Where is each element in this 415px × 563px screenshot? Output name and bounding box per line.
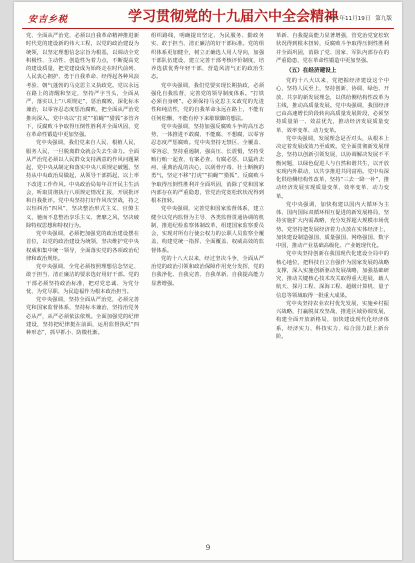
issue-date: 2021年11月19日 (325, 16, 371, 22)
article-paragraph: 党中央强调，加快构建以国内大循环为主体、国内国际双循环相互促进的新发展格局，坚持实施扩大内需战略，充分发挥超大规模市场优势。党坚持把发展经济着力点放在实体经济上，加快建设制造强国、质量强国、网络强国、数字中国，推动产业基础高级化、产业链现代化。 (276, 201, 389, 249)
page-header (22, 6, 394, 29)
column-1 (26, 32, 139, 538)
article-paragraph: 党中央坚持农业农村优先发展，实施乡村振兴战略，打赢脱贫攻坚战，推进区域协调发展，构建全面开放新格局，加快建设现代化经济体系，经济实力、科技实力、综合国力跃上新台阶。 (276, 300, 389, 340)
article-paragraph: 党的十八大以来，党把握经济建设这个中心，坚持人民至上，坚持创新、协调、绿色、开放、共享的新发展理念，以供给侧结构性改革为主线，推动高质量发展。党中央强调，我国经济已由高速增长阶段转向高质量发展阶段，必须坚持质量第一、效益优先，推动经济发展质量变革、效率变革、动力变革。 (276, 78, 389, 134)
article-body (26, 32, 390, 538)
section-subheading: （五）在经济建设上 (286, 68, 337, 74)
issue-column: 第九版 (375, 16, 392, 22)
article-paragraph: 党中央强调，全党必须按照理想信念坚定、敢于担当、清正廉洁的要求选好用好干部。党的干部必须坚持政治标准，把对党忠诚、为党分忧、为党尽职、为民造福作为根本政治担当。 (26, 264, 139, 295)
article-paragraph: 党中央强调，发展理念是否对头，从根本上决定着发展成效乃至成败。党全面贯彻新发展理念，坚持以创新引领发展，以协调解决发展不平衡问题，以绿色促进人与自然和谐共生，以开放实现内外联动，以共享推进共同富裕。党中央深化供给侧结构性改革，坚持“三去一降一补”，推动经济发展实现质量变革、效率变革、动力变革。 (276, 135, 389, 200)
article-paragraph: 党中央强调，坚持全面从严治党，必须完善党和国家监督体系，坚持标本兼治，坚持治党务必从严，从严必须依法依规。全面加强党的纪律建设，坚持把纪律挺在前面，运用监督执纪“四种形态”，抓早抓小、防微杜渐。 (26, 297, 139, 336)
column-2 (151, 32, 264, 538)
article-paragraph: 党中央强调，我们党要实现长期执政，必须强化自我监督，完善党的领导制度体系。“打铁必须自身硬”。必须保持马克思主义政党的先进性和纯洁性，党的自我革命永远在路上，不能有任何松懈，不能有停下来歇歇脚的想法。 (151, 82, 264, 122)
newspaper-page (14, 2, 402, 560)
article-paragraph: 党中央强调，坚持加强反腐败斗争的高压态势，一体推进不敢腐、不能腐、不想腐，以零容忍态度严惩腐败。党中央坚持无禁区、全覆盖、零容忍，坚持重遏制、强高压、长震慑，坚持受贿行贿一起查，有案必查、有腐必惩，以猛药去疴、重典治乱的决心，以刮骨疗毒、壮士断腕的勇气，坚定不移“打虎”“拍蝇”“猎狐”，反腐败斗争取得压倒性胜利并全面巩固，消除了党和国家内部存在的严重隐患，管党治党宽松软状况得到根本扭转。 (151, 123, 264, 204)
article-paragraph: 组织路线，明确提出坚定、为民服务、勤政务实、敢于担当、清正廉洁的好干部标准。党的组织体系更加健全，树立正确选人用人导向，加强干部队伍建设，建立完善干部考核评价制度，培养选拔优秀年轻干部，营造风清气正的政治生态。 (151, 33, 264, 81)
article-paragraph: 党、全面从严治党，必须以自我革命精神推进新时代党的建设新的伟大工程，以党的政治建设为统领，以坚定理想信念宗旨为根基，以调动全党积极性、主动性、创造性为着力点，不断提高党的建设质量，把党建设成为始终走在时代前列、人民衷心拥护、勇于自我革命、经得起各种风浪考验、朝气蓬勃的马克思主义执政党。党以永远在路上的清醒和坚定，坚持严字当头，全面从严，落实以上“八项规定”，惩治腐败，深化标本兼治，以零容忍态度惩治腐败，把全面从严治党推向深入。党中央以“打虎”“拍蝇”“猎狐”多管齐下，反腐败斗争取得压倒性胜利并全面巩固，党在革命性锻造中更加坚强。 (26, 33, 139, 138)
page-number: 9 (205, 544, 211, 552)
article-paragraph: 党中央强调，必须把加强党的政治建设摆在首位，以党的政治建设为统领，坚决维护党中央权威和集中统一领导，全面落实党的各项政治纪律和政治规矩。 (26, 231, 139, 262)
article-paragraph: 党中央强调，我们党来自人民、根植人民，服务人民，一旦脱离群众就会失去生命力。全面从严治党必须以人民群众支持满意的作风问题紧起，党中央从制定和落实中央八项规定破题，坚持从中央政治局做起，从领导干部抓起，以上率下改进工作作风。中央政治局每年召开民主生活会，听取贯彻执行八项规定情况汇报，开展批评和自我批评。党中央坚持打好作风攻坚战，持之以恒纠治“四风”，坚决整治形式主义、官僚主义，驰而不息整治享乐主义、奢靡之风，坚决破除特权思想和特权行为。 (26, 140, 139, 229)
article-paragraph: 革新、自我提高能力显著增强，管党治党宽松软状况得到根本扭转，反腐败斗争取得压倒性胜利并全面巩固，消除了党、国家、军队内部存在的严重隐患，党在革命性锻造中更加坚强。 (276, 33, 389, 64)
issue-info (322, 14, 392, 22)
page-headline: 学习贯彻党的十九届六中全会精神 (128, 9, 338, 25)
article-paragraph: 党中央坚持创新在我国现代化建设全局中的核心地位，把科技自立自强作为国家发展的战略支撑，深入实施创新驱动发展战略，加强基础研究，推动关键核心技术攻关取得重大进展，载人航天、探月工程、深海工程、超级计算机、量子信息等领域取得一批重大成果。 (276, 251, 389, 299)
column-3 (276, 32, 389, 538)
article-paragraph: 党中央强调，完善党和国家监督体系，建立健全以党内监督为主导、各类监督贯通协调的机制，推进纪检监察体制改革，组建国家监察委员会，实现对所有行使公权力的公职人员监察全覆盖，构建党统一指挥、全面覆盖、权威高效的监督体系。 (151, 206, 264, 254)
article-paragraph: 党的十八大以来，经过坚决斗争，全面从严治党的政治引领和政治保障作用充分发挥，党的自我净化、自我完善、自我革新、自我提高能力显著增强。 (151, 255, 264, 287)
masthead: 安吉乡税 (28, 15, 69, 25)
